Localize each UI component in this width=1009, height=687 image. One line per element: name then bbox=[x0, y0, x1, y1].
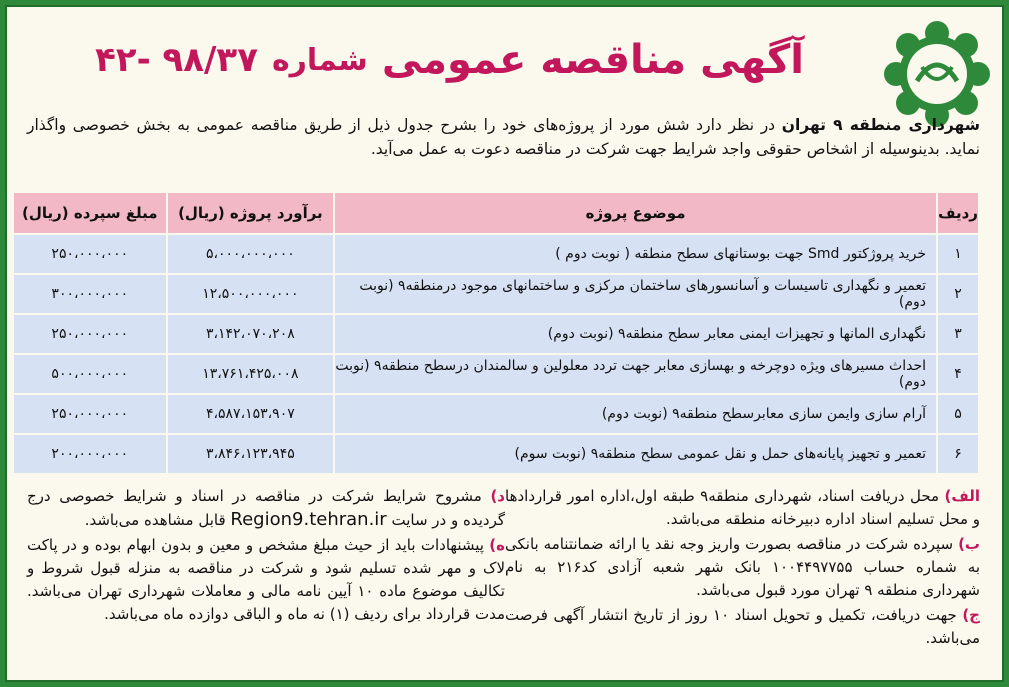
notes-left-column bbox=[27, 485, 505, 628]
title-number: ۴۲- ۹۸/۳۷ bbox=[95, 40, 258, 80]
title-number-word: شماره bbox=[271, 42, 368, 78]
cell-estimate: ۳،۸۴۶،۱۲۳،۹۴۵ bbox=[168, 435, 334, 473]
note-text: پیشنهادات باید از حیث مبلغ مشخص و معین و بدون ابهام بوده و در پاکت لاک و مهر شده تسلیم شود و شرکت در مناقصه به منزله قبول شروط و تکالیف موضوع ماده ۱۰ آیین نامه مالی و معاملات شهرداری تهران می‌باشد. مدت قرارداد برای ردیف (۱) نه ماه و الباقی دوازده ماه می‌باشد. bbox=[27, 536, 505, 623]
note-jim bbox=[505, 604, 980, 650]
cell-estimate: ۱۳،۷۶۱،۴۲۵،۰۰۸ bbox=[168, 355, 334, 393]
table-row bbox=[14, 315, 978, 353]
intro-org: شهرداری منطقه ۹ تهران bbox=[781, 116, 980, 134]
cell-subject: تعمیر و تجهیز پایانه‌های حمل و نقل عمومی سطح منطقه۹ (نوبت سوم) bbox=[335, 435, 936, 473]
cell-estimate: ۱۲،۵۰۰،۰۰۰،۰۰۰ bbox=[168, 275, 334, 313]
cell-row-number: ۲ bbox=[938, 275, 978, 313]
note-text: محل دریافت اسناد، شهرداری منطقه۹ طبقه اول،اداره امور قراردادها و محل تسلیم اسناد اداره دبیرخانه منطقه می‌باشد. bbox=[505, 487, 980, 528]
notice-title bbox=[27, 25, 872, 95]
note-dal bbox=[27, 485, 505, 532]
cell-subject: تعمیر و نگهداری تاسیسات و آسانسورهای ساختمان مرکزی و ساختمانهای موجود درمنطقه۹ (نوبت دوم) bbox=[335, 275, 936, 313]
cell-subject: نگهداری المانها و تجهیزات ایمنی معابر سطح منطقه۹ (نوبت دوم) bbox=[335, 315, 936, 353]
header-row-number: ردیف bbox=[938, 193, 978, 233]
cell-estimate: ۵،۰۰۰،۰۰۰،۰۰۰ bbox=[168, 235, 334, 273]
table-header-row bbox=[14, 193, 978, 233]
note-marker: ب) bbox=[958, 535, 980, 553]
projects-table bbox=[12, 191, 980, 475]
cell-row-number: ۶ bbox=[938, 435, 978, 473]
tender-notice bbox=[5, 5, 1004, 682]
note-text: سپرده شرکت در مناقصه بصورت واریز وجه نقد یا ارائه ضمانتنامه بانکی به شماره حساب ۱۰۰۴۴۹۷۷۵۵ بانک شهر شعبه آزادی کد۲۱۶ به نام شهرداری منطقه ۹ تهران مورد قبول می‌باشد. bbox=[505, 535, 980, 599]
cell-estimate: ۴،۵۸۷،۱۵۳،۹۰۷ bbox=[168, 395, 334, 433]
cell-deposit: ۲۵۰،۰۰۰،۰۰۰ bbox=[14, 395, 166, 433]
table-row bbox=[14, 235, 978, 273]
cell-deposit: ۲۰۰،۰۰۰،۰۰۰ bbox=[14, 435, 166, 473]
note-marker: الف) bbox=[944, 487, 980, 505]
table-row bbox=[14, 435, 978, 473]
header-estimate: برآورد پروژه (ریال) bbox=[168, 193, 334, 233]
cell-deposit: ۲۵۰،۰۰۰،۰۰۰ bbox=[14, 315, 166, 353]
note-he bbox=[27, 534, 505, 626]
cell-row-number: ۳ bbox=[938, 315, 978, 353]
note-marker: د) bbox=[490, 487, 505, 505]
table-row bbox=[14, 275, 978, 313]
note-alef bbox=[505, 485, 980, 531]
notes-right-column bbox=[505, 485, 980, 652]
website-link[interactable]: Region9.tehran.ir bbox=[230, 509, 387, 530]
cell-row-number: ۴ bbox=[938, 355, 978, 393]
cell-row-number: ۵ bbox=[938, 395, 978, 433]
title-main: آگهی مناقصه عمومی bbox=[381, 37, 804, 83]
header-subject: موضوع پروژه bbox=[335, 193, 936, 233]
table-row bbox=[14, 395, 978, 433]
note-text: قابل مشاهده می‌باشد. bbox=[84, 511, 231, 529]
intro-text: در نظر دارد شش مورد از پروژه‌های خود را بشرح جدول ذیل از طریق مناقصه عمومی به بخش خصوصی واگذار نماید. بدینوسیله از اشخاص حقوقی واجد شرایط جهت شرکت در مناقصه دعوت به عمل می‌آید. bbox=[27, 116, 980, 158]
table-row bbox=[14, 355, 978, 393]
note-text: مشروح شرایط شرکت در مناقصه در اسناد و شرایط خصوصی درج گردیده و در سایت bbox=[27, 487, 505, 529]
cell-deposit: ۵۰۰،۰۰۰،۰۰۰ bbox=[14, 355, 166, 393]
cell-deposit: ۲۵۰،۰۰۰،۰۰۰ bbox=[14, 235, 166, 273]
cell-subject: احداث مسیرهای ویژه دوچرخه و بهسازی معابر جهت تردد معلولین و سالمندان درسطح منطقه۹ (نوبت دوم) bbox=[335, 355, 936, 393]
cell-deposit: ۳۰۰،۰۰۰،۰۰۰ bbox=[14, 275, 166, 313]
intro-paragraph bbox=[27, 113, 980, 161]
cell-subject: خرید پروژکتور Smd جهت بوستانهای سطح منطقه ( نوبت دوم ) bbox=[335, 235, 936, 273]
note-be bbox=[505, 533, 980, 602]
header-deposit: مبلغ سپرده (ریال) bbox=[14, 193, 166, 233]
cell-row-number: ۱ bbox=[938, 235, 978, 273]
note-marker: ه) bbox=[489, 536, 505, 554]
note-text: جهت دریافت، تکمیل و تحویل اسناد ۱۰ روز از تاریخ انتشار آگهی فرصت می‌باشد. bbox=[505, 606, 980, 647]
cell-estimate: ۳،۱۴۲،۰۷۰،۲۰۸ bbox=[168, 315, 334, 353]
note-marker: ج) bbox=[962, 606, 980, 624]
cell-subject: آرام سازی وایمن سازی معابرسطح منطقه۹ (نوبت دوم) bbox=[335, 395, 936, 433]
